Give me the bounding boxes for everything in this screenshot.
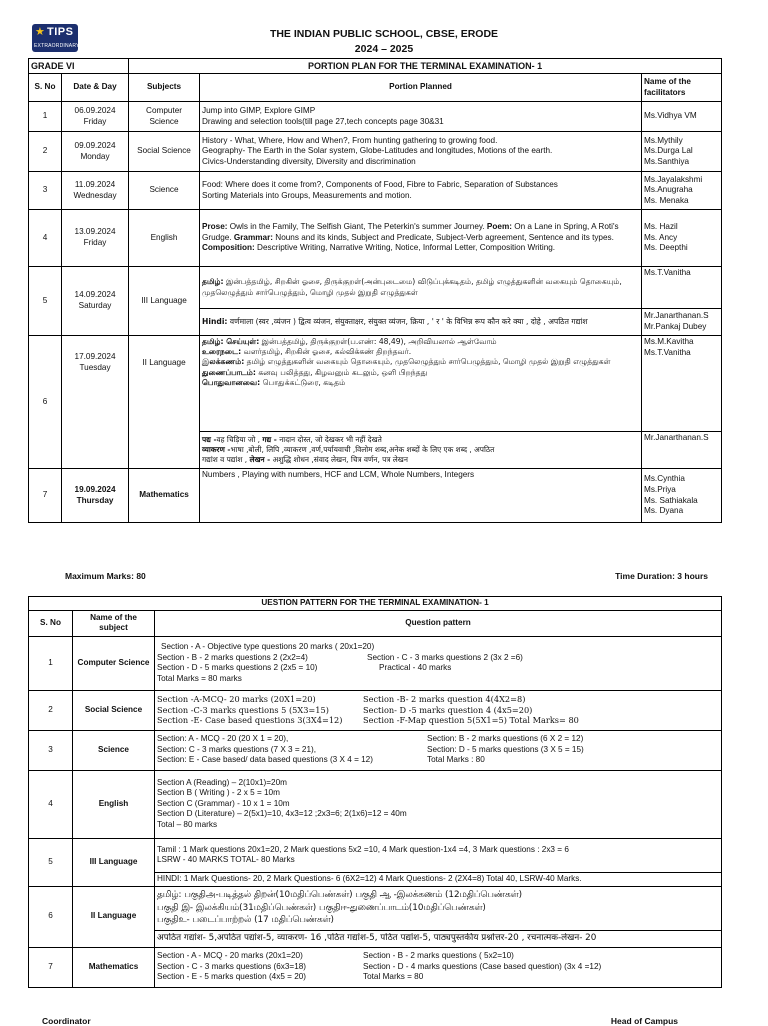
row-sno: 3	[29, 172, 62, 210]
table-row	[29, 469, 722, 523]
row-subject: English	[129, 210, 200, 267]
row-pattern-hindi: अपठित गद्यांश- 5,अपठित पद्यांश-5, व्याकरण- 16 ,पठित गद्यांश-5, पठित पद्यांश-5, पाठ्यपुस्तकीय प्रश्नोत्तर-20 , रचनात्मक-लेखन- 20	[155, 930, 722, 947]
row-subject: Social Science	[73, 690, 155, 730]
row-pattern: Section A (Reading) – 2(10x1)=20m Section B ( Writing ) - 2 x 5 = 10m Section C (Grammar) - 10 x 1 = 10m Section D (Literature) – 2(5x1)=10, 4x3=12 ;2x3=6; 2(1x6)=12 = 40m Total – 80 marks	[155, 770, 722, 838]
row-pattern-tamil: தமிழ்: பகுதிஅ-படித்தல் திறன்(10மதிப்பெண்கள்) பகுதி ஆ -இலக்கணம் (12மதிப்பெண்கள்) பகுதி இ- இலக்கியம்(31மதிப்பெண்கள்) பகுதிஈ-துணைப்பாடம்(10மதிப்பெண்கள்) பகுதிஉ- படைப்பாற்றல் (17 மதிப்பெண்கள்)	[155, 886, 722, 930]
row-facilitators: Ms.M.Kavitha Ms.T.Vanitha	[642, 336, 722, 432]
row-date: 19.09.2024 Thursday	[62, 469, 129, 523]
logo-tagline: EXTRAORDINARY	[34, 43, 80, 49]
row-subject: Computer Science	[73, 636, 155, 690]
table-row	[29, 838, 722, 872]
row-sno: 1	[29, 636, 73, 690]
row-date: 09.09.2024 Monday	[62, 132, 129, 172]
row-date: 17.09.2024 Tuesday	[62, 336, 129, 469]
row-subject: Social Science	[129, 132, 200, 172]
row-sno: 6	[29, 886, 73, 947]
row-portion: Food: Where does it come from?, Components of Food, Fibre to Fabric, Separation of Substances Sorting Materials into Groups, Measurements and motion.	[200, 172, 642, 210]
row-sno: 3	[29, 730, 73, 770]
col-sno: S. No	[29, 610, 73, 636]
row-subject: Mathematics	[129, 469, 200, 523]
head-of-campus-signature-label: Head of Campus	[610, 1016, 678, 1026]
table-row	[29, 132, 722, 172]
row-facilitators: Ms.Vidhya VM	[642, 102, 722, 132]
row-sno: 7	[29, 947, 73, 987]
row-portion: Numbers , Playing with numbers, HCF and LCM, Whole Numbers, Integers	[200, 469, 642, 523]
row-pattern-tamil: Tamil : 1 Mark questions 20x1=20, 2 Mark questions 5x2 =10, 4 Mark question-1x4 =4, 3 Mark questions : 2x3 = 6 LSRW - 40 MARKS TOTAL- 80 Marks	[155, 838, 722, 872]
row-facilitators: Mr.Janarthanan.S Mr.Pankaj Dubey	[642, 309, 722, 336]
row-sno: 2	[29, 690, 73, 730]
row-pattern: Section - A - Objective type questions 20 marks ( 20x1=20) Section - B - 2 marks questions 2 (2x2=4) Section - C - 3 marks questions 2 (3x 2 =6) Section - D - 5 marks questions 2 (2x5 = 10) Practical - 40 marks Total Marks = 80 marks	[155, 636, 722, 690]
table-row	[29, 690, 722, 730]
row-pattern: Section - A - MCQ - 20 marks (20x1=20) Section - B - 2 marks questions ( 5x2=10) Section - C - 3 marks questions (6x3=18) Section - D - 4 marks questions (Case based question) (3x 4 =12) Section - E - 5 marks question (4x5 = 20) Total Marks = 80	[155, 947, 722, 987]
row-pattern-hindi: HINDI: 1 Mark Questions- 20, 2 Mark Questions- 6 (6X2=12) 4 Mark Questions- 2 (2X4=8) Total 40, LSRW-40 Marks.	[155, 872, 722, 886]
logo-brand: TIPS	[47, 26, 74, 38]
row-subject: II Language	[129, 336, 200, 469]
row-portion: History - What, Where, How and When?, From hunting gathering to growing food. Geography- The Earth in the Solar system, Globe-Latitudes and longitudes, Motions of the earth. Civics-Understanding diversity, Diversity and discrimination	[200, 132, 642, 172]
maximum-marks: Maximum Marks: 80	[65, 571, 146, 581]
row-subject: III Language	[129, 267, 200, 336]
row-subject: Science	[129, 172, 200, 210]
row-facilitators: Ms.Jayalakshmi Ms.Anugraha Ms. Menaka	[642, 172, 722, 210]
table-row	[29, 267, 722, 309]
row-facilitators: Ms.Cynthia Ms.Priya Ms. Sathiakala Ms. Dyana	[642, 469, 722, 523]
row-sno: 1	[29, 102, 62, 132]
table-row	[29, 336, 722, 432]
school-name: THE INDIAN PUBLIC SCHOOL, CBSE, ERODE	[269, 28, 499, 40]
row-subject: Computer Science	[129, 102, 200, 132]
row-pattern: Section: A - MCQ - 20 (20 X 1 = 20), Section: B - 2 marks questions (6 X 2 = 12) Section: C - 3 marks questions (7 X 3 = 21), Section: D - 5 marks questions (3 X 5 = 15) Section: E - Case based/ data based questions (3 X 4 = 12) Total Marks : 80	[155, 730, 722, 770]
row-portion-hindi: Hindi: वर्णमाला (स्वर ,व्यंजन ) द्वित्व व्यंजन, संयुक्ताक्षर, संयुक्त व्यंजन, क्रिया , ' र ' के विभिन्न रूप कौन करे क्या , दोहे , अपठित गद्यांश	[200, 309, 642, 336]
row-sno: 4	[29, 770, 73, 838]
row-subject: Science	[73, 730, 155, 770]
table-row	[29, 172, 722, 210]
table-row	[29, 102, 722, 132]
row-date: 06.09.2024 Friday	[62, 102, 129, 132]
portion-plan-table	[28, 58, 722, 523]
table-row	[29, 947, 722, 987]
row-facilitators: Mr.Janarthanan.S	[642, 432, 722, 469]
col-date: Date & Day	[62, 74, 129, 102]
grade-label: GRADE VI	[29, 59, 129, 74]
row-sno: 6	[29, 336, 62, 469]
row-sno: 2	[29, 132, 62, 172]
row-sno: 7	[29, 469, 62, 523]
row-portion-tamil: தமிழ்: செய்யுள்: இன்பத்தமிழ், திருக்குறள்(ப.எண்: 48,49), அறிவியலால் ஆள்வோம் உரைநடை: வளர்தமிழ், சிறகின் ஓசை, கல்விக்கண் திறந்தவர். இலக்கணம்: தமிழ் எழுத்துகளின் வகையும் தொகையும், முதலெழுத்தும் சார்பெழுத்தும், மொழி முதல் இறுதி எழுத்துகள் துணைப்பாடம்: கனவு பலித்தது, கிழவனும் கடலும், ஒளி பிறந்தது பொதுவானவை: பொதுக்கட்டுரை, கடிதம்	[200, 336, 642, 432]
row-portion-tamil: தமிழ்: இன்பத்தமிழ், சிறகின் ஓசை, திருக்குறள்(அன்புடைமை) விடுப்புக்கடிதம், தமிழ் எழுத்துகளின் வகையும் தொகையும், முதலெழுத்தும் சார்பெழுத்தும், மொழி முதல் இறுதி எழுத்துகள்	[200, 267, 642, 309]
row-sno: 5	[29, 267, 62, 336]
row-date: 11.09.2024 Wednesday	[62, 172, 129, 210]
row-facilitators: Ms.Mythily Ms.Durga Lal Ms.Santhiya	[642, 132, 722, 172]
table-row	[29, 886, 722, 930]
question-pattern-table	[28, 596, 722, 988]
star-icon: ★	[35, 26, 45, 38]
col-portion: Portion Planned	[200, 74, 642, 102]
row-sno: 5	[29, 838, 73, 886]
pattern-title: UESTION PATTERN FOR THE TERMINAL EXAMINATION- 1	[29, 597, 722, 611]
row-portion: Prose: Owls in the Family, The Selfish Giant, The Peterkin's summer Journey. Poem: On a Lane in Spring, A Roti's Grudge. Grammar: Nouns and its kinds, Subject and Predicate, Subject-Verb agreement, Sentence and its types. Composition: Descriptive Writing, Narrative Writing, Notice, Informal Letter, Composition Writing.	[200, 210, 642, 267]
col-facilitators: Name of the facilitators	[642, 74, 722, 102]
col-sno: S. No	[29, 74, 62, 102]
row-subject: Mathematics	[73, 947, 155, 987]
portion-title: PORTION PLAN FOR THE TERMINAL EXAMINATION- 1	[129, 59, 722, 74]
row-subject: II Language	[73, 886, 155, 947]
coordinator-signature-label: Coordinator	[42, 1016, 91, 1026]
row-date: 14.09.2024 Saturday	[62, 267, 129, 336]
row-portion-hindi: पद्य -वह चिड़िया जो , गद्य - नादान दोस्त, जो देखकर भी नहीं देखते व्याकरण -भाषा ,बोली, लिपि ,व्याकरण ,वर्ण,पर्यायवाची ,विलोम शब्द,अनेक शब्दों के लिए एक शब्द , अपठित गद्यांश व पद्यांश , लेखन - अशुद्धि शोधन ,संवाद लेखन, चित्र वर्णन, पत्र लेखन	[200, 432, 642, 469]
time-duration: Time Duration: 3 hours	[615, 571, 708, 581]
table-row	[29, 730, 722, 770]
table-row	[29, 636, 722, 690]
table-row	[29, 210, 722, 267]
col-pattern: Question pattern	[155, 610, 722, 636]
table-row	[29, 770, 722, 838]
academic-year: 2024 – 2025	[354, 43, 414, 55]
col-subject: Subjects	[129, 74, 200, 102]
row-portion: Jump into GIMP, Explore GIMP Drawing and selection tools(till page 27,tech concepts page 30&31	[200, 102, 642, 132]
row-pattern: Section -A-MCQ- 20 marks (20X1=20) Section -B- 2 marks question 4(4X2=8) Section -C-3 marks questions 5 (5X3=15) Section- D -5 marks question 4 (4x5=20) Section -E- Case based questions 3(3X4=12) Section -F-Map question 5(5X1=5) Total Marks= 80	[155, 690, 722, 730]
row-subject: English	[73, 770, 155, 838]
row-facilitators: Ms.T.Vanitha	[642, 267, 722, 309]
row-subject: III Language	[73, 838, 155, 886]
row-sno: 4	[29, 210, 62, 267]
col-subject: Name of the subject	[73, 610, 155, 636]
row-facilitators: Ms. Hazil Ms. Ancy Ms. Deepthi	[642, 210, 722, 267]
row-date: 13.09.2024 Friday	[62, 210, 129, 267]
